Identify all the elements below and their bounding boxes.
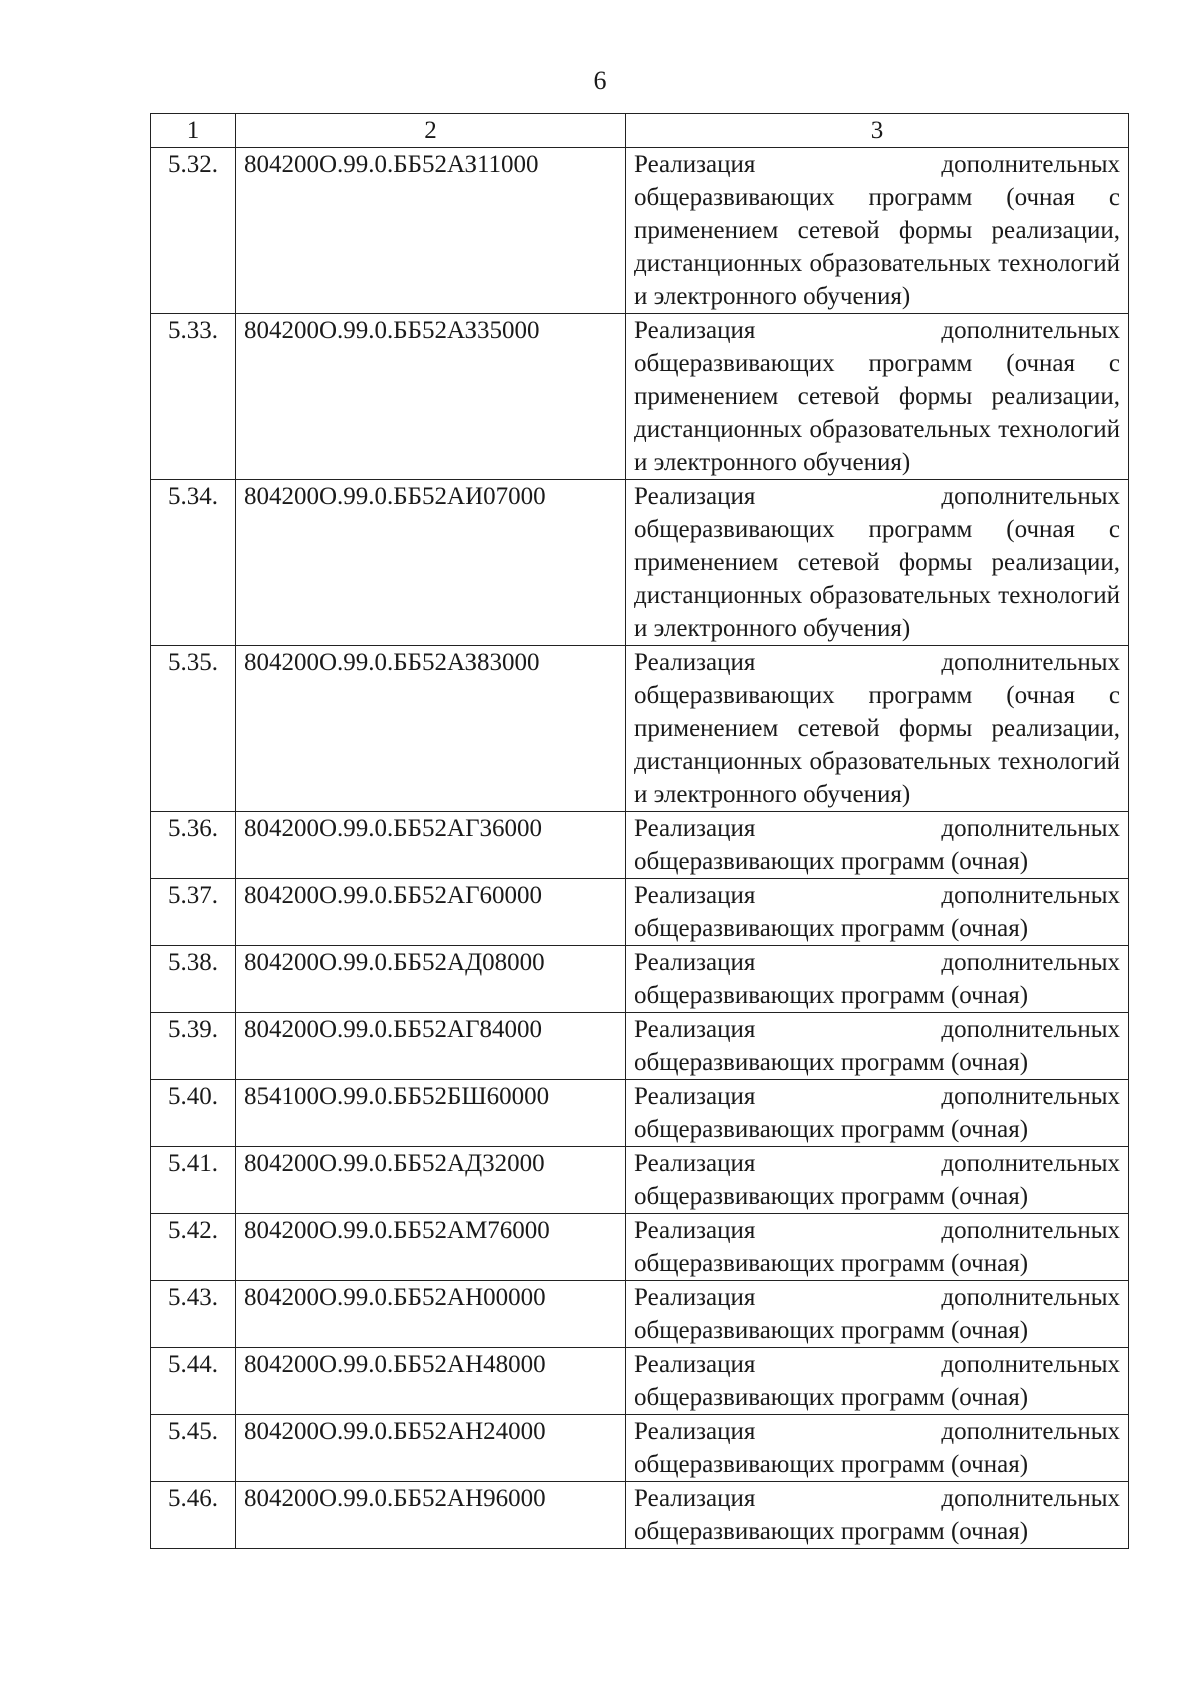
row-number: 5.32. — [151, 148, 236, 314]
row-number: 5.35. — [151, 646, 236, 812]
page-number: 6 — [593, 66, 607, 95]
service-description: Реализация дополнительных общеразвивающих программ (очная с применением сетевой формы реализации, дистанционных образовательных технологий и электронного обучения) — [626, 646, 1129, 812]
registry-code: 804200О.99.0.ББ52АГ60000 — [236, 879, 626, 946]
table-row — [151, 812, 1129, 879]
row-number: 5.44. — [151, 1348, 236, 1415]
registry-code: 804200О.99.0.ББ52АН48000 — [236, 1348, 626, 1415]
service-description: Реализация дополнительных общеразвивающих программ (очная) — [626, 812, 1129, 879]
row-number: 5.33. — [151, 314, 236, 480]
registry-code: 804200О.99.0.ББ52АН00000 — [236, 1281, 626, 1348]
table-row — [151, 1281, 1129, 1348]
service-description: Реализация дополнительных общеразвивающих программ (очная) — [626, 1214, 1129, 1281]
registry-code: 804200О.99.0.ББ52АД08000 — [236, 946, 626, 1013]
registry-code: 804200О.99.0.ББ52АЗ83000 — [236, 646, 626, 812]
service-description: Реализация дополнительных общеразвивающих программ (очная) — [626, 1348, 1129, 1415]
table-row — [151, 1482, 1129, 1549]
row-number: 5.34. — [151, 480, 236, 646]
services-table — [150, 113, 1129, 1549]
table-row — [151, 314, 1129, 480]
registry-code: 804200О.99.0.ББ52АН24000 — [236, 1415, 626, 1482]
service-description: Реализация дополнительных общеразвивающих программ (очная) — [626, 1281, 1129, 1348]
service-description: Реализация дополнительных общеразвивающих программ (очная) — [626, 1147, 1129, 1214]
row-number: 5.41. — [151, 1147, 236, 1214]
registry-code: 804200О.99.0.ББ52АГ36000 — [236, 812, 626, 879]
service-description: Реализация дополнительных общеразвивающих программ (очная) — [626, 1013, 1129, 1080]
table-row — [151, 1013, 1129, 1080]
table-row — [151, 1147, 1129, 1214]
table-row — [151, 879, 1129, 946]
service-description: Реализация дополнительных общеразвивающих программ (очная с применением сетевой формы реализации, дистанционных образовательных технологий и электронного обучения) — [626, 480, 1129, 646]
service-description: Реализация дополнительных общеразвивающих программ (очная) — [626, 1482, 1129, 1549]
service-description: Реализация дополнительных общеразвивающих программ (очная) — [626, 879, 1129, 946]
service-description: Реализация дополнительных общеразвивающих программ (очная) — [626, 946, 1129, 1013]
row-number: 5.40. — [151, 1080, 236, 1147]
row-number: 5.39. — [151, 1013, 236, 1080]
row-number: 5.46. — [151, 1482, 236, 1549]
row-number: 5.38. — [151, 946, 236, 1013]
service-description: Реализация дополнительных общеразвивающих программ (очная) — [626, 1080, 1129, 1147]
row-number: 5.42. — [151, 1214, 236, 1281]
table-row — [151, 1080, 1129, 1147]
service-description: Реализация дополнительных общеразвивающих программ (очная с применением сетевой формы реализации, дистанционных образовательных технологий и электронного обучения) — [626, 314, 1129, 480]
row-number: 5.37. — [151, 879, 236, 946]
row-number: 5.43. — [151, 1281, 236, 1348]
table-row — [151, 646, 1129, 812]
column-header-description: 3 — [626, 114, 1129, 148]
registry-code: 804200О.99.0.ББ52АГ84000 — [236, 1013, 626, 1080]
registry-code: 804200О.99.0.ББ52АН96000 — [236, 1482, 626, 1549]
table-row — [151, 1348, 1129, 1415]
registry-code: 804200О.99.0.ББ52АИ07000 — [236, 480, 626, 646]
row-number: 5.45. — [151, 1415, 236, 1482]
registry-code: 804200О.99.0.ББ52АД32000 — [236, 1147, 626, 1214]
table-row — [151, 480, 1129, 646]
table-row — [151, 946, 1129, 1013]
table-row — [151, 1415, 1129, 1482]
registry-code: 804200О.99.0.ББ52АЗ35000 — [236, 314, 626, 480]
column-header-number: 1 — [151, 114, 236, 148]
table-header-row — [151, 114, 1129, 148]
registry-code: 804200О.99.0.ББ52АЗ11000 — [236, 148, 626, 314]
service-description: Реализация дополнительных общеразвивающих программ (очная) — [626, 1415, 1129, 1482]
service-description: Реализация дополнительных общеразвивающих программ (очная с применением сетевой формы реализации, дистанционных образовательных технологий и электронного обучения) — [626, 148, 1129, 314]
column-header-code: 2 — [236, 114, 626, 148]
row-number: 5.36. — [151, 812, 236, 879]
table-row — [151, 148, 1129, 314]
registry-code: 804200О.99.0.ББ52АМ76000 — [236, 1214, 626, 1281]
registry-code: 854100О.99.0.ББ52БШ60000 — [236, 1080, 626, 1147]
table-row — [151, 1214, 1129, 1281]
